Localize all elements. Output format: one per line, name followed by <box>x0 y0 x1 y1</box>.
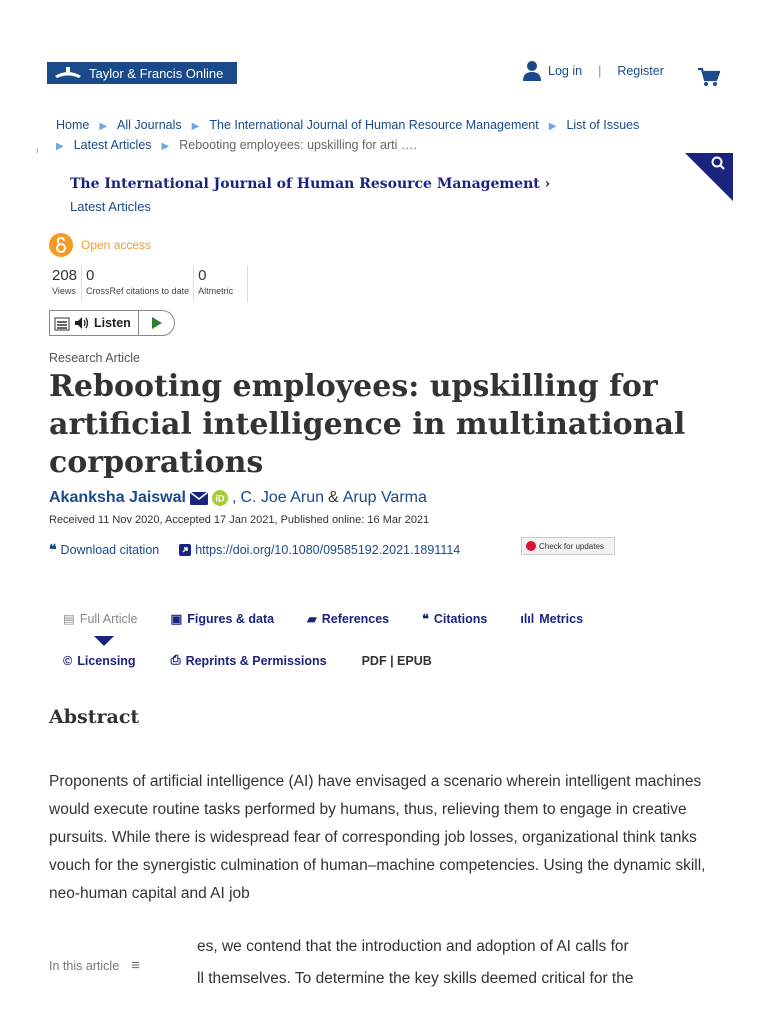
bar-chart-icon: ılıl <box>520 611 535 626</box>
user-icon <box>522 60 542 82</box>
citation-row <box>49 541 480 558</box>
article-tabs <box>63 611 616 626</box>
author-list <box>49 489 427 507</box>
doi-label: https://doi.org/10.1080/09585192.2021.1891114 <box>195 542 461 557</box>
metric-value: 0 <box>198 267 207 284</box>
open-access-badge <box>49 233 151 257</box>
tab-label: Citations <box>433 611 488 626</box>
image-icon: ▣ <box>170 612 183 626</box>
orcid-icon[interactable] <box>212 490 228 506</box>
register-link[interactable]: Register <box>617 64 664 78</box>
metric-value: 0 <box>86 267 95 284</box>
crossmark-icon <box>526 541 536 551</box>
latest-articles-link[interactable]: Latest Articles <box>70 199 151 214</box>
printer-icon: ⎙ <box>170 653 181 667</box>
in-this-article-toggle[interactable] <box>49 957 140 974</box>
open-access-label: Open access <box>81 238 152 252</box>
listen-button[interactable] <box>49 310 175 336</box>
breadcrumb-arrow-icon: ▶ <box>548 121 557 132</box>
article-title: Rebooting employees: upskilling for artificial intelligence in multinational corporations <box>49 369 686 480</box>
abstract-continued-line: es, we contend that the introduction and adoption of AI calls for <box>197 938 629 955</box>
metric-views <box>52 266 82 302</box>
tab-reprints[interactable] <box>171 653 327 668</box>
chevron-right-icon: › <box>544 176 551 192</box>
tab-label: PDF | EPUB <box>361 653 432 668</box>
tab-full-article[interactable] <box>63 611 137 626</box>
taylor-francis-logo[interactable] <box>47 62 237 84</box>
active-tab-indicator <box>94 636 114 646</box>
abstract-text: Proponents of artificial intelligence (AI) have envisaged a scenario wherein intelligent machines would execute routine tasks performed by humans, thus, relieving them to engage in creative pursuits. While there is widespread fear of corresponding job losses, organizational think tanks vouch for the synergistic culmination of human–machine competencies. Using the dynamic skill, neo-human capital and AI job <box>49 773 706 902</box>
quote-icon: ❝ <box>422 612 429 626</box>
abstract-heading: Abstract <box>49 706 140 728</box>
metric-caption: Altmetric <box>198 286 234 296</box>
breadcrumb-arrow-icon: ▶ <box>99 121 108 132</box>
search-corner-button[interactable] <box>685 153 733 201</box>
tab-citations[interactable] <box>422 611 487 626</box>
abstract-continued-line: ll themselves. To determine the key skills deemed critical for the <box>197 970 634 987</box>
in-this-article-label: In this article <box>49 958 120 973</box>
doi-link[interactable] <box>179 543 460 557</box>
metric-caption: CrossRef citations to date <box>86 286 190 296</box>
play-icon <box>151 317 163 329</box>
tab-label: References <box>321 611 390 626</box>
metric-value: 208 <box>52 267 78 284</box>
logo-text: Taylor & Francis Online <box>89 65 224 81</box>
tab-label: Full Article <box>79 611 138 626</box>
journal-title-text: The International Journal of Human Resource Management <box>70 176 540 192</box>
author-link[interactable]: Akanksha Jaiswal <box>49 489 186 506</box>
tab-metrics[interactable] <box>520 611 583 626</box>
envelope-icon[interactable] <box>190 492 208 505</box>
auth-links <box>522 60 664 82</box>
breadcrumb-arrow-icon: ▶ <box>191 121 200 132</box>
article-metrics <box>52 266 252 302</box>
breadcrumb-latest[interactable]: Latest Articles <box>73 138 152 152</box>
play-button[interactable] <box>138 311 174 335</box>
breadcrumb-arrow-icon: ▶ <box>161 141 170 152</box>
author-separator: , <box>231 489 237 506</box>
journal-title[interactable] <box>70 176 550 192</box>
copyright-icon: © <box>63 653 73 668</box>
lamp-icon <box>51 64 85 82</box>
breadcrumb-home[interactable]: Home <box>56 118 90 132</box>
book-icon: ▰ <box>307 612 317 626</box>
article-tabs-secondary <box>63 653 467 668</box>
breadcrumb-all-journals[interactable]: All Journals <box>117 118 182 132</box>
tab-pdf-epub[interactable] <box>362 653 432 668</box>
metric-crossref <box>86 266 194 302</box>
tab-references[interactable] <box>307 611 389 626</box>
login-link[interactable]: Log in <box>548 64 583 78</box>
check-updates-button[interactable] <box>521 537 615 555</box>
author-link[interactable]: C. Joe Arun <box>240 489 325 506</box>
metric-altmetric <box>198 266 248 302</box>
metric-caption: Views <box>52 286 76 296</box>
download-citation-link[interactable] <box>49 541 159 558</box>
breadcrumb-journal[interactable]: The International Journal of Human Resource Management <box>209 118 539 132</box>
breadcrumb <box>56 116 716 156</box>
tab-label: Licensing <box>77 653 136 668</box>
svg-text:iD: iD <box>215 493 225 504</box>
left-edge-mark: ı <box>36 145 39 155</box>
open-lock-icon <box>49 233 73 257</box>
breadcrumb-issues[interactable]: List of Issues <box>566 118 640 132</box>
quote-icon: ❝ <box>49 541 57 557</box>
tab-licensing[interactable] <box>63 653 136 668</box>
tab-label: Metrics <box>539 611 584 626</box>
document-icon: ▤ <box>63 612 75 626</box>
article-type: Research Article <box>49 351 141 365</box>
breadcrumb-current: Rebooting employees: upskilling for arti …. <box>179 138 417 152</box>
author-link[interactable]: Arup Varma <box>342 489 427 506</box>
auth-separator: | <box>598 64 602 78</box>
cart-icon[interactable] <box>698 68 720 86</box>
tab-label: Figures & data <box>187 611 275 626</box>
hamburger-icon: ≡ <box>131 957 140 974</box>
tab-figures[interactable] <box>170 611 274 626</box>
check-updates-label: Check for updates <box>539 541 604 551</box>
speaker-icon <box>74 316 90 330</box>
list-menu-icon[interactable] <box>54 315 70 331</box>
listen-label: Listen <box>94 316 131 330</box>
publication-dates: Received 11 Nov 2020, Accepted 17 Jan 2021, Published online: 16 Mar 2021 <box>49 514 430 526</box>
author-ampersand: & <box>328 489 339 506</box>
tab-label: Reprints & Permissions <box>185 653 327 668</box>
external-link-icon <box>179 544 191 556</box>
breadcrumb-arrow-icon: ▶ <box>56 141 64 152</box>
download-citation-label: Download citation <box>60 542 160 557</box>
